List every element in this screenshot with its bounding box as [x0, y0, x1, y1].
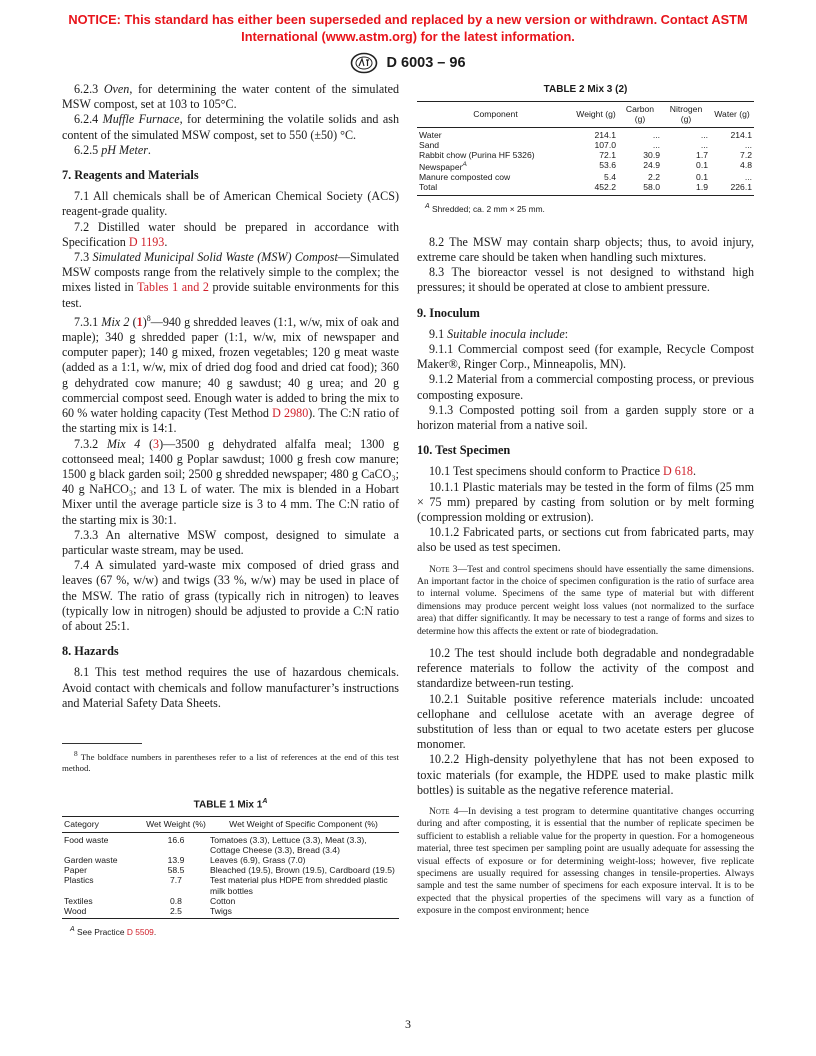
table-header: Component: [417, 102, 574, 127]
ref-link-d5509[interactable]: D 5509: [126, 927, 154, 938]
para-10-1-2: 10.1.2 Fabricated parts, or sections cut from fabricated parts, may also be used as test specimen.: [417, 525, 754, 555]
withdrawal-notice: [20, 11, 796, 45]
table-header: Weight (g): [574, 102, 618, 127]
note-3: Note 3—Test and control specimens should have essentially the same dimensions. An important factor in the choice of specimen configuration is the ratio of surface area to internal volume. Specimens of the same type of material but with different dimensions may produce percent weight loss values (not normalized to the surface area) that differ significantly. It may be necessary to test a range of forms and sizes to determine how this affects the extent or rate of biodegradation.: [417, 563, 754, 637]
para-7-3-2: 7.3.2 Mix 4 (3)—3500 g dehydrated alfalfa meal; 1300 g cottonseed meal; 1400 g Poplar sawdust; 1000 g fresh cow manure; 1500 g black garden soil; 2500 g shredded newspaper; 480 g CaCO₃; 40 g NaHCO₃; and 13 L of water. The mix is blended in a Hobart Mixer until the average particle size is 3 to 4 mm. The C:N ratio of the starting mix is 30:1.: [62, 436, 400, 527]
para-9-1: 9.1 Suitable inocula include:: [429, 326, 569, 341]
table-header: Nitrogen (g): [662, 102, 710, 127]
para-6-2-4: 6.2.4 Muffle Furnace, for determining the volatile solids and ash content of the simulated MSW compost, set to 550 (±50) °C.: [62, 112, 399, 142]
para-9-1-3: 9.1.3 Composted potting soil from a garden supply store or a horizon material from a native soil.: [417, 402, 754, 432]
section-8-heading: 8. Hazards: [62, 644, 119, 659]
para-8-1: 8.1 This test method requires the use of hazardous chemicals. Avoid contact with chemicals and follow manufacturer’s instructions and Material Safety Data Sheets.: [62, 665, 399, 710]
table-row: Food waste 16.6 Tomatoes (3.3), Lettuce (3.3), Meat (3.3), Cottage Cheese (3.3), Bread (3.4): [64, 834, 367, 855]
footnote-rule: [62, 743, 142, 744]
table-row: Sand 107.0 ... ... ...: [419, 139, 752, 150]
para-8-3: 8.3 The bioreactor vessel is not designed to withstand high pressures; it should be operated at close to ambient pressure.: [417, 265, 754, 295]
section-10-heading: 10. Test Specimen: [417, 443, 511, 458]
para-10-2-2: 10.2.2 High-density polyethylene that has not been exposed to toxic materials (for example, the HDPE used to make plastic milk bottles) is suitable as the negative reference material.: [417, 752, 754, 797]
table-2: [417, 82, 754, 217]
table-row: Plastics 7.7 Test material plus HDPE from shredded plastic milk bottles: [64, 875, 388, 896]
table-row: Wood 2.5 Twigs: [62, 906, 399, 919]
footnote-8: $^8$ The boldface numbers in parentheses refer to a list of references at the end of this test method.: [62, 748, 399, 773]
table-2-footnote: $^A$ Shredded; ca. 2 mm × 25 mm.: [425, 202, 545, 214]
para-7-1: 7.1 All chemicals shall be of American Chemical Society (ACS) reagent-grade quality.: [62, 189, 399, 219]
para-10-2-1: 10.2.1 Suitable positive reference materials include: uncoated cellophane and cellulose acetate with an average degree of substitution of less than or equal to two acetate esters per glucose monomer.: [417, 691, 754, 752]
left-column: [62, 82, 399, 940]
para-7-3-1: 7.3.1 Mix 2 $(1)^8—940$ g shredded leaves (1:1, w/w, mix of oak and maple); 340 g shredded paper (1:1, w/w, mix of newspaper and computer paper); 140 g mixed, frozen vegetables; 120 g meat waste (added as a 1:1, w/w, mix of dried dog food and dried cat food); 360 g dehydrated cow manure; 40 g sawdust; 40 g urea; and 20 g commercial compost seed. Enough water is added to bring the mix to 60 % water holding capacity (Test Method D 2980). The C:N ratio of the starting mix is 14:1.: [62, 313, 399, 436]
section-7-heading: 7. Reagents and Materials: [62, 168, 199, 183]
ref-link-citation-1[interactable]: 1: [136, 314, 143, 329]
para-7-3-3: 7.3.3 An alternative MSW compost, designed to simulate a particular waste stream, may be used.: [62, 527, 399, 557]
ref-link-d618[interactable]: D 618: [663, 464, 693, 479]
section-9-heading: 9. Inoculum: [417, 305, 480, 320]
ref-link-tables[interactable]: Tables 1 and 2: [137, 280, 209, 295]
para-7-4: 7.4 A simulated yard-waste mix composed of dried grass and leaves (67 %, w/w) and twigs (33 %, w/w) may be used in place of the MSW. The ratio of grass (typically rich in nitrogen) to leaves (typically low in nitrogen) should be adjusted to provide a C:N ratio of about 25:1.: [62, 558, 399, 633]
para-6-2-5: 6.2.5 pH Meter.: [74, 142, 151, 157]
astm-logo-icon: [350, 52, 378, 74]
para-10-1-1: 10.1.1 Plastic materials may be tested in the form of films (25 mm × 75 mm) prepared by casting from solution or by melt forming (compression molding or extrusion).: [417, 479, 754, 524]
table-row: Water 214.1 ... ... 214.1: [419, 129, 752, 140]
table-1-footnote: $^A$ See Practice D 5509.: [70, 926, 157, 938]
ref-link-citation-3[interactable]: 3: [153, 436, 160, 451]
para-9-1-2: 9.1.2 Material from a commercial composting process, or previous composting exposure.: [417, 372, 754, 402]
table-row: Garden waste 13.9 Leaves (6.9), Grass (7.0): [64, 855, 306, 866]
designation: D 6003 – 96: [386, 54, 466, 71]
para-8-2: 8.2 The MSW may contain sharp objects; thus, to avoid injury, extreme care should be taken when handling such mixtures.: [417, 234, 754, 264]
table-2-title: TABLE 2 Mix 3 (2): [543, 84, 628, 95]
table-row: Newspaper$^A$ 53.6 24.9 0.1 4.8: [419, 160, 752, 173]
page-number: 3: [405, 1017, 411, 1031]
table-1-title: TABLE 1 Mix $1^A$: [193, 797, 268, 811]
para-7-2: 7.2 Distilled water should be prepared in accordance with Specification D 1193.: [62, 219, 399, 249]
table-header: Category: [62, 817, 144, 832]
para-10-2: 10.2 The test should include both degradable and nondegradable reference materials to follow the activity of the compost and standardize between-run testing.: [417, 645, 754, 691]
table-header: Wet Weight (%): [144, 817, 208, 832]
right-column: [417, 82, 754, 926]
note-4: Note 4—In devising a test program to determine quantitative changes occurring during and after composting, it is essential that the number of replicate specimen be sufficient to establish a reliable value for the property in question. For a homogeneous material, three test specimen per sampling point are usually adequate for assessing the visual effects of exposure or for determining weight-loss; however, five replicate specimens are usually required for assessing changes in tensile-properties. Always sample and test the same number of specimens for each exposure interval. It is to be expected that the physical properties of the specimens will vary as a function of exposure in the compost environment; hence: [417, 806, 754, 917]
table-row: Rabbit chow (Purina HF 5326) 72.1 30.9 1.7 7.2: [419, 150, 752, 161]
table-header: Carbon (g): [618, 102, 662, 127]
table-row: Manure composted cow 5.4 2.2 0.1 ...: [419, 172, 752, 183]
notice-line-1: NOTICE: This standard has either been superseded and replaced by a new version or withdrawn. Contact ASTM: [68, 12, 748, 27]
notice-line-2: International (www.astm.org) for the latest information.: [241, 29, 575, 44]
table-header: Water (g): [710, 102, 754, 127]
table-header: Wet Weight of Specific Component (%): [208, 817, 399, 832]
table-2-grid: [417, 101, 754, 195]
para-6-2-3: 6.2.3 Oven, for determining the water content of the simulated MSW compost, set at 103 to 105°C.: [62, 82, 399, 112]
table-1: [62, 794, 399, 940]
page-header: [0, 52, 816, 74]
ref-link-d1193[interactable]: D 1193: [128, 234, 165, 249]
table-row: Total 452.2 58.0 1.9 226.1: [417, 182, 754, 195]
para-10-1: 10.1 Test specimens should conform to Practice D 618.: [429, 464, 696, 479]
table-row: Textiles 0.8 Cotton: [64, 895, 236, 906]
para-9-1-1: 9.1.1 Commercial compost seed (for example, Recycle Compost Maker®, Ringer Corp., Minneapolis, MN).: [417, 341, 754, 372]
para-7-3: 7.3 Simulated Municipal Solid Waste (MSW) Compost—Simulated MSW composts range from the relatively simple to the complex; the mixes listed in Tables 1 and 2 provide suitable environments for this test.: [62, 250, 399, 310]
table-1-grid: [62, 816, 399, 919]
table-row: Paper 58.5 Bleached (19.5), Brown (19.5), Cardboard (19.5): [64, 865, 395, 876]
ref-link-d2980[interactable]: D 2980: [272, 406, 309, 421]
